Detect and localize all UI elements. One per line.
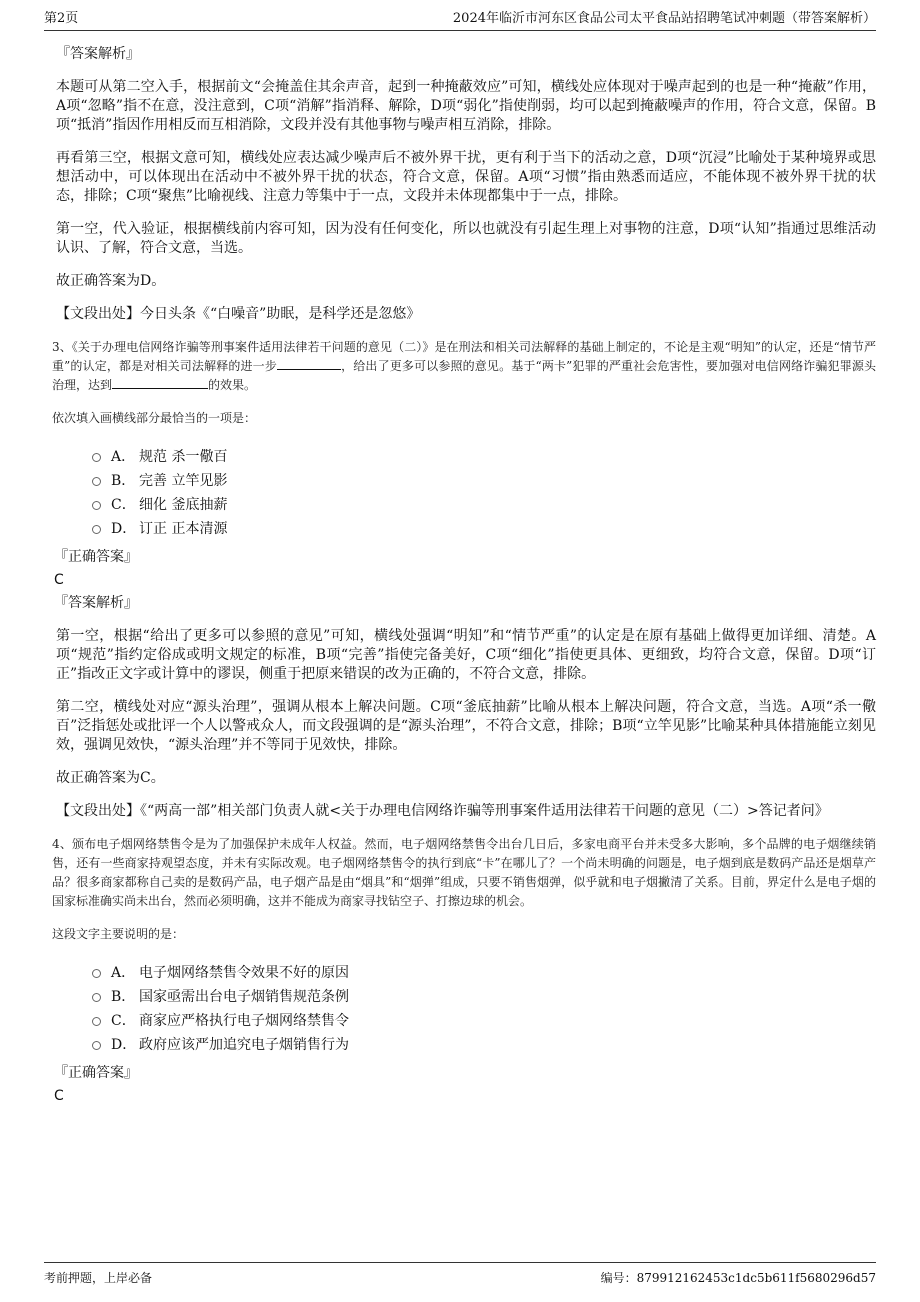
q3-analysis-label: 『答案解析』 <box>54 595 138 611</box>
q2-analysis-paragraph: 本题可从第二空入手，根据前文“会掩盖住其余声音，起到一种掩蔽效应”可知，横线处应体现对于噪声起到的也是一种“掩蔽”作用，A项“忽略”指不在意，没注意到，C项“消解”指消释、解除，D项“弱化”指使削弱，均可以起到掩蔽噪声的作用，符合文意，保留。B项“抵消”指因作用相反而互相消除，文段并没有其他事物与噪声相互消除，排除。 <box>56 79 876 133</box>
radio-icon[interactable] <box>92 993 101 1002</box>
q3-analysis-paragraph: 第二空，横线处对应“源头治理”，强调从根本上解决问题。C项“釜底抽薪”比喻从根本上解决问题，符合文意，当选。A项“杀一儆百”泛指惩处或批评一个人以警戒众人，而文段强调的是“源头治理”，不符合文意，排除；B项“立竿见影”比喻某种具体措施能立刻见效，强调见效快，“源头治理”并不等同于见效快，排除。 <box>56 699 876 753</box>
q3-answer: C <box>54 572 64 588</box>
q3-analysis-paragraph: 第一空，根据“给出了更多可以参照的意见”可知，横线处强调“明知”和“情节严重”的认定是在原有基础上做得更加详细、清楚。A项“规范”指约定俗成或明文规定的标准，B项“完善”指使完备美好，C项“细化”指使更具体、更细致，均符合文意，保留。D项“订正”指改正文字或计算中的谬误，侧重于把原来错误的改为正确的，不符合文意，排除。 <box>56 628 876 682</box>
q4-answer-label: 『正确答案』 <box>54 1065 138 1081</box>
q3-options <box>92 445 876 541</box>
q3-option-d[interactable]: D． 订正 正本清源 <box>92 517 876 541</box>
q2-analysis-paragraph: 第一空，代入验证，根据横线前内容可知，因为没有任何变化，所以也就没有引起生理上对事物的注意，D项“认知”指通过思维活动认识、了解，符合文意，当选。 <box>56 221 876 256</box>
radio-icon[interactable] <box>92 1041 101 1050</box>
q2-analysis-label: 『答案解析』 <box>56 46 140 62</box>
q2-conclusion: 故正确答案为D。 <box>56 273 166 289</box>
q4-stem: 4、颁布电子烟网络禁售令是为了加强保护未成年人权益。然而，电子烟网络禁售令出台几日后，多家电商平台并未受多大影响，多个品牌的电子烟继续销售，还有一些商家持观望态度，并未有实际改观。电子烟网络禁售令的执行到底“卡”在哪儿了？一个尚未明确的问题是，电子烟到底是数码产品还是烟草产品？很多商家都称自己卖的是数码产品，电子烟产品是由“烟具”和“烟弹”组成，只要不销售烟弹，似乎就和电子烟撇清了关系。目前，界定什么是电子烟的国家标准确实尚未出台，然而必须明确，这并不能成为商家寻找钻空子、打擦边球的机会。 <box>52 837 876 908</box>
q3-option-a[interactable]: A． 规范 杀一儆百 <box>92 445 876 469</box>
page-footer <box>44 1262 876 1289</box>
q3-answer-label: 『正确答案』 <box>54 549 138 565</box>
fill-blank <box>277 357 341 370</box>
q3-option-c[interactable]: C． 细化 釜底抽薪 <box>92 493 876 517</box>
radio-icon[interactable] <box>92 1017 101 1026</box>
q3-option-b[interactable]: B． 完善 立竿见影 <box>92 469 876 493</box>
q4-option-d[interactable]: D． 政府应该严加追究电子烟销售行为 <box>92 1033 876 1057</box>
page-number: 第2页 <box>44 11 79 26</box>
radio-icon[interactable] <box>92 501 101 510</box>
q2-analysis-paragraph: 再看第三空，根据文意可知，横线处应表达减少噪声后不被外界干扰，更有利于当下的活动之意，D项“沉浸”比喻处于某种境界或思想活动中，可以体现出在活动中不被外界干扰的状态，符合文意，保留。A项“习惯”指由熟悉而适应，不能体现不被外界干扰的状态，排除；C项“聚焦”比喻视线、注意力等集中于一点，文段并未体现都集中于一点，排除。 <box>56 150 876 204</box>
q3-source: 【文段出处】《“两高一部”相关部门负责人就<关于办理电信网络诈骗等刑事案件适用法律若干问题的意见（二）>答记者问》 <box>56 803 829 819</box>
q4-options <box>92 961 876 1057</box>
q3-stem: 3、《关于办理电信网络诈骗等刑事案件适用法律若干问题的意见（二）》是在刑法和相关司法解释的基础上制定的，不论是主观“明知”的认定，还是“情节严重”的认定，都是对相关司法解释的进一步 ，给出了更多可以参照的意见。基于“两卡”犯罪的严重社会危害性，要加强对电信网络诈骗犯罪源头治理，达到 的效果。 <box>52 340 876 392</box>
q4-option-b[interactable]: B． 国家亟需出台电子烟销售规范条例 <box>92 985 876 1009</box>
q3-prompt: 依次填入画横线部分最恰当的一项是： <box>52 411 257 425</box>
q3-conclusion: 故正确答案为C。 <box>56 770 165 786</box>
radio-icon[interactable] <box>92 969 101 978</box>
footer-slogan: 考前押题，上岸必备 <box>44 1271 153 1285</box>
q4-answer: C <box>54 1088 64 1104</box>
q2-source: 【文段出处】今日头条《“白噪音”助眠，是科学还是忽悠》 <box>56 306 421 322</box>
radio-icon[interactable] <box>92 525 101 534</box>
radio-icon[interactable] <box>92 453 101 462</box>
radio-icon[interactable] <box>92 477 101 486</box>
q4-prompt: 这段文字主要说明的是： <box>52 927 185 941</box>
q4-option-a[interactable]: A． 电子烟网络禁售令效果不好的原因 <box>92 961 876 985</box>
q4-option-c[interactable]: C． 商家应严格执行电子烟网络禁售令 <box>92 1009 876 1033</box>
page-header <box>44 8 876 31</box>
fill-blank <box>112 376 208 389</box>
document-id: 编号：879912162453c1dc5b611f5680296d57 <box>600 1271 876 1285</box>
document-title: 2024年临沂市河东区食品公司太平食品站招聘笔试冲刺题（带答案解析） <box>452 11 876 26</box>
document-body <box>52 40 876 1109</box>
